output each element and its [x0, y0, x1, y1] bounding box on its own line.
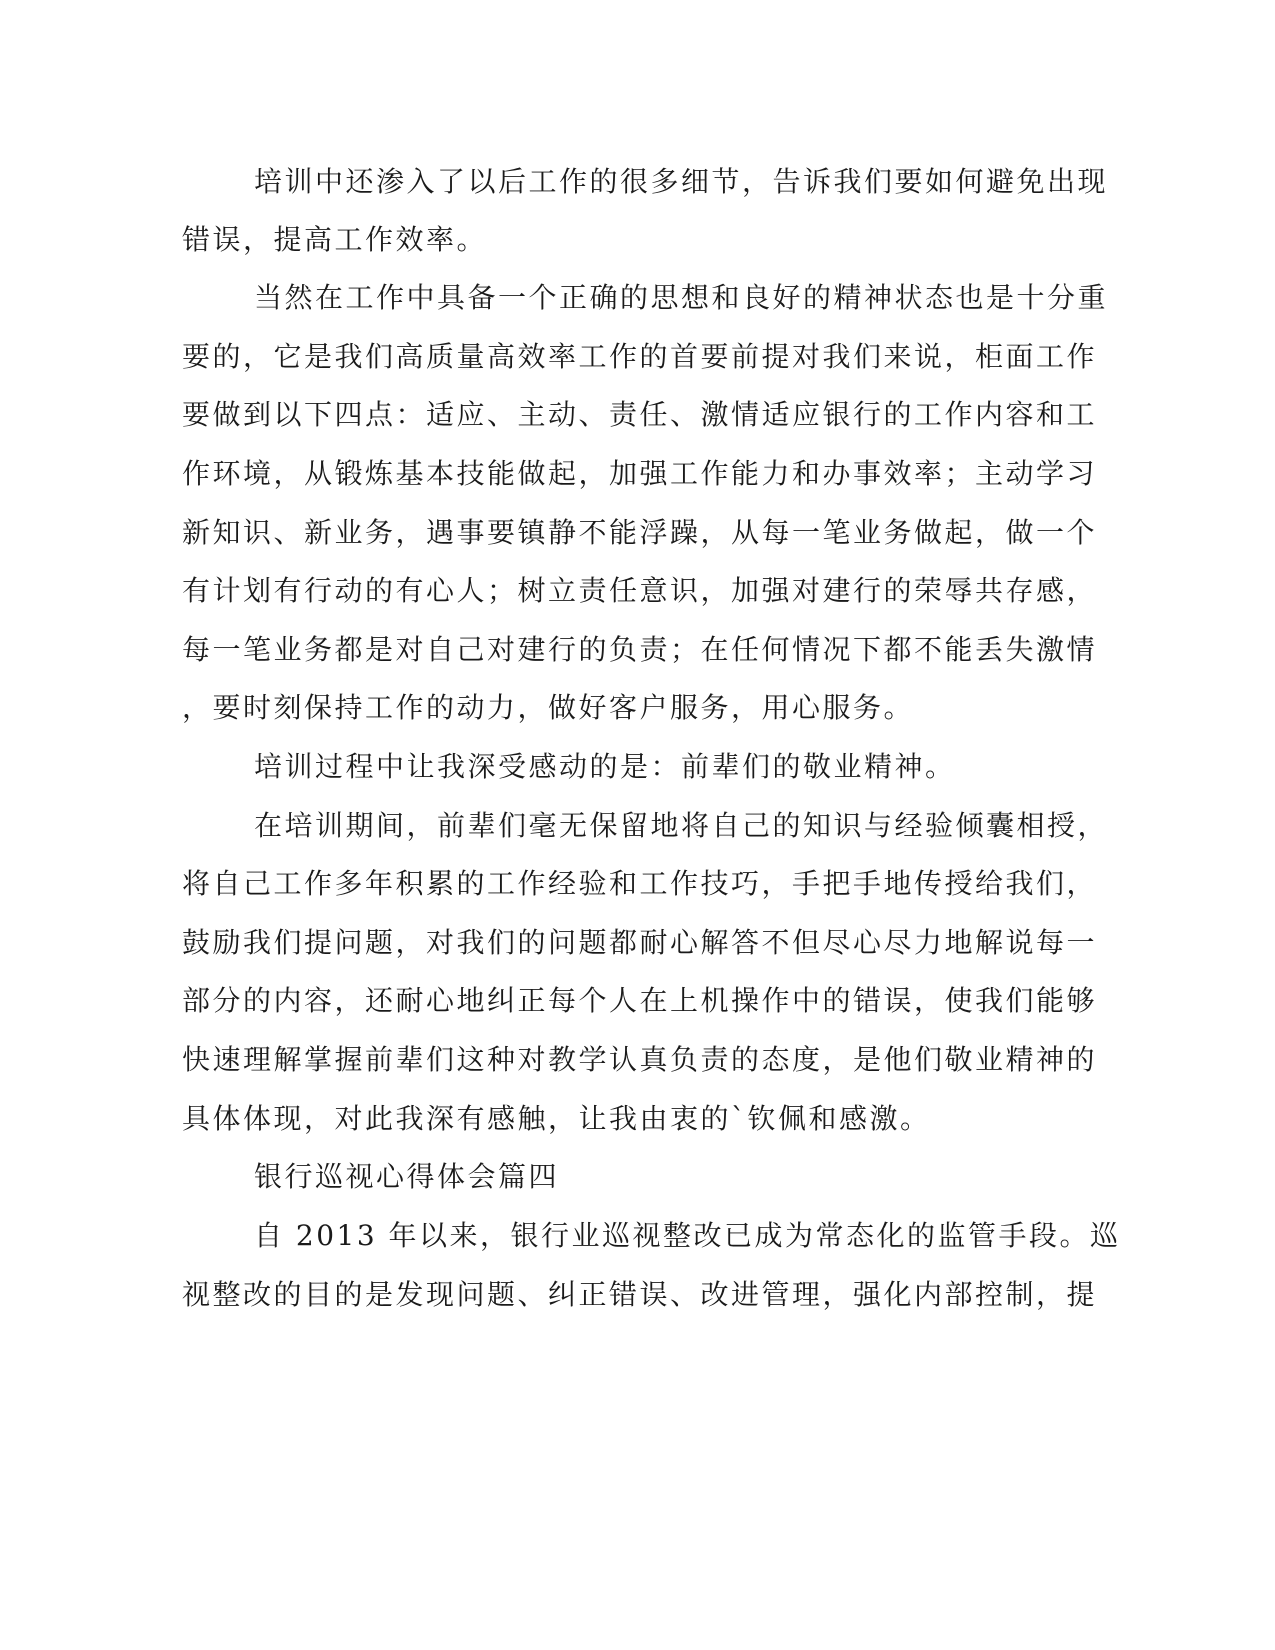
paragraph-3-line-1: 培训过程中让我深受感动的是：前辈们的敬业精神。 — [254, 750, 956, 783]
paragraph-2-line-5: 新知识、新业务，遇事要镇静不能浮躁，从每一笔业务做起，做一个 — [182, 516, 1098, 549]
paragraph-2-line-4: 作环境，从锻炼基本技能做起，加强工作能力和办事效率；主动学习 — [182, 457, 1098, 490]
paragraph-2-line-6: 有计划有行动的有心人；树立责任意识，加强对建行的荣辱共存感， — [182, 574, 1098, 607]
paragraph-2-line-1: 当然在工作中具备一个正确的思想和良好的精神状态也是十分重 — [254, 281, 1109, 314]
paragraph-4-line-2: 将自己工作多年积累的工作经验和工作技巧，手把手地传授给我们， — [182, 867, 1098, 900]
paragraph-2-line-7: 每一笔业务都是对自己对建行的负责；在任何情况下都不能丢失激情 — [182, 633, 1098, 666]
paragraph-1-line-1: 培训中还渗入了以后工作的很多细节，告诉我们要如何避免出现 — [254, 165, 1109, 198]
paragraph-4-line-6: 具体体现，对此我深有感触，让我由衷的`钦佩和感激。 — [182, 1102, 931, 1135]
paragraph-4-line-4: 部分的内容，还耐心地纠正每个人在上机操作中的错误，使我们能够 — [182, 984, 1098, 1017]
paragraph-4-line-1: 在培训期间，前辈们毫无保留地将自己的知识与经验倾囊相授， — [254, 809, 1109, 842]
paragraph-5-line-1: 自 2013 年以来，银行业巡视整改已成为常态化的监管手段。巡 — [254, 1219, 1121, 1252]
paragraph-4-line-3: 鼓励我们提问题，对我们的问题都耐心解答不但尽心尽力地解说每一 — [182, 926, 1098, 959]
paragraph-5-line-2: 视整改的目的是发现问题、纠正错误、改进管理，强化内部控制，提 — [182, 1278, 1098, 1311]
section-heading: 银行巡视心得体会篇四 — [254, 1160, 560, 1193]
paragraph-2-line-3: 要做到以下四点：适应、主动、责任、激情适应银行的工作内容和工 — [182, 398, 1098, 431]
paragraph-1-line-2: 错误，提高工作效率。 — [182, 223, 488, 256]
paragraph-4-line-5: 快速理解掌握前辈们这种对教学认真负责的态度，是他们敬业精神的 — [182, 1043, 1098, 1076]
paragraph-2-line-8: ，要时刻保持工作的动力，做好客户服务，用心服务。 — [182, 691, 915, 724]
paragraph-2-line-2: 要的，它是我们高质量高效率工作的首要前提对我们来说，柜面工作 — [182, 340, 1098, 373]
